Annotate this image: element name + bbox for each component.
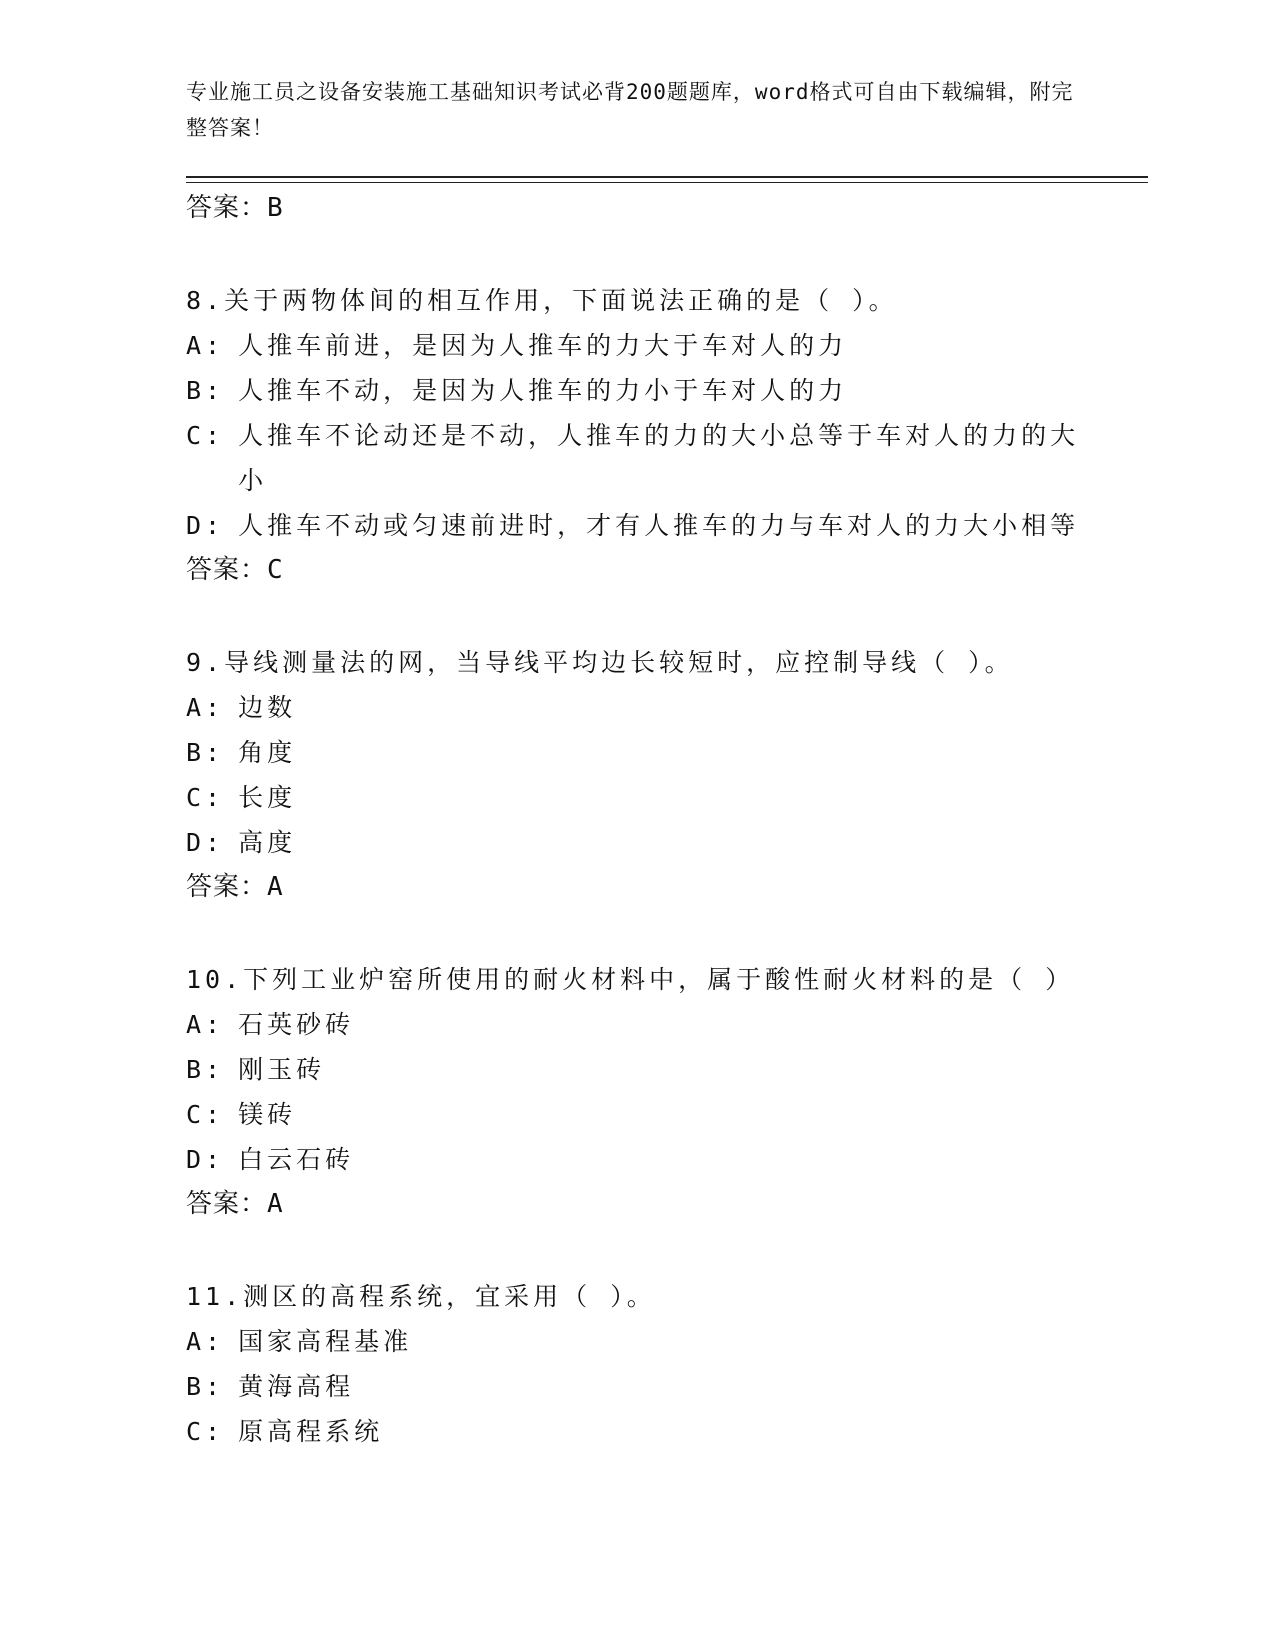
header-divider-thick xyxy=(186,176,1148,178)
option-text: 白云石砖 xyxy=(238,1145,355,1174)
option-label: C: xyxy=(186,1100,225,1129)
option-text: 石英砂砖 xyxy=(238,1010,355,1039)
option-text: 边数 xyxy=(238,693,297,722)
option-text: 人推车不动或匀速前进时，才有人推车的力与车对人的力大小相等 xyxy=(238,511,1080,540)
option-text: 长度 xyxy=(238,783,297,812)
question-block xyxy=(186,640,1086,910)
option-item xyxy=(186,820,1086,865)
question-block xyxy=(186,957,1086,1227)
option-label: D: xyxy=(186,1145,225,1174)
option-text: 国家高程基准 xyxy=(238,1327,413,1356)
answer-line: 答案：A xyxy=(186,1189,284,1219)
question-list xyxy=(186,186,1086,1454)
option-text: 人推车不论动还是不动，人推车的力的大小总等于车对人的力的大小 xyxy=(238,421,1080,495)
option-text: 人推车不动，是因为人推车的力小于车对人的力 xyxy=(238,376,848,405)
option-text: 黄海高程 xyxy=(238,1372,355,1401)
option-item xyxy=(186,1319,1086,1364)
option-label: C: xyxy=(186,1417,225,1446)
question-stem: 10.下列工业炉窑所使用的耐火材料中，属于酸性耐火材料的是（ ） xyxy=(186,965,1075,994)
option-label: C: xyxy=(186,783,225,812)
document-header-title: 专业施工员之设备安装施工基础知识考试必背200题题库，word格式可自由下载编辑，附完整答案！ xyxy=(186,80,1074,140)
answer-line: 答案：B xyxy=(186,193,284,223)
option-label: B: xyxy=(186,1055,225,1084)
question-stem: 8.关于两物体间的相互作用，下面说法正确的是（ ）。 xyxy=(186,286,898,315)
question-block xyxy=(186,1274,1086,1454)
option-item xyxy=(186,1092,1086,1137)
questions-container xyxy=(186,231,1086,1454)
option-item xyxy=(186,368,1086,413)
option-text: 原高程系统 xyxy=(238,1417,384,1446)
option-label: D: xyxy=(186,511,225,540)
question-spacer xyxy=(186,910,1086,957)
option-label: A: xyxy=(186,1327,225,1356)
option-label: B: xyxy=(186,1372,225,1401)
option-item xyxy=(186,1364,1086,1409)
option-item xyxy=(186,1047,1086,1092)
option-label: A: xyxy=(186,1010,225,1039)
header-divider-thin xyxy=(186,182,1148,183)
answer-line: 答案：A xyxy=(186,872,284,902)
option-item xyxy=(186,323,1086,368)
option-item xyxy=(186,1137,1086,1182)
option-text: 角度 xyxy=(238,738,297,767)
option-label: C: xyxy=(186,421,225,450)
option-item xyxy=(186,503,1086,548)
option-label: A: xyxy=(186,693,225,722)
option-item xyxy=(186,685,1086,730)
question-spacer xyxy=(186,593,1086,640)
option-item xyxy=(186,413,1086,503)
option-label: B: xyxy=(186,738,225,767)
option-text: 人推车前进，是因为人推车的力大于车对人的力 xyxy=(238,331,848,360)
option-item xyxy=(186,1409,1086,1454)
option-label: A: xyxy=(186,331,225,360)
option-text: 刚玉砖 xyxy=(238,1055,326,1084)
question-stem: 11.测区的高程系统，宜采用（ ）。 xyxy=(186,1282,656,1311)
option-label: D: xyxy=(186,828,225,857)
option-item xyxy=(186,730,1086,775)
question-block xyxy=(186,278,1086,593)
option-label: B: xyxy=(186,376,225,405)
question-spacer xyxy=(186,231,1086,278)
option-item xyxy=(186,775,1086,820)
question-stem: 9.导线测量法的网，当导线平均边长较短时，应控制导线（ ）。 xyxy=(186,648,1014,677)
option-text: 高度 xyxy=(238,828,297,857)
option-text: 镁砖 xyxy=(238,1100,297,1129)
question-spacer xyxy=(186,1227,1086,1274)
option-item xyxy=(186,1002,1086,1047)
answer-line: 答案：C xyxy=(186,555,284,585)
